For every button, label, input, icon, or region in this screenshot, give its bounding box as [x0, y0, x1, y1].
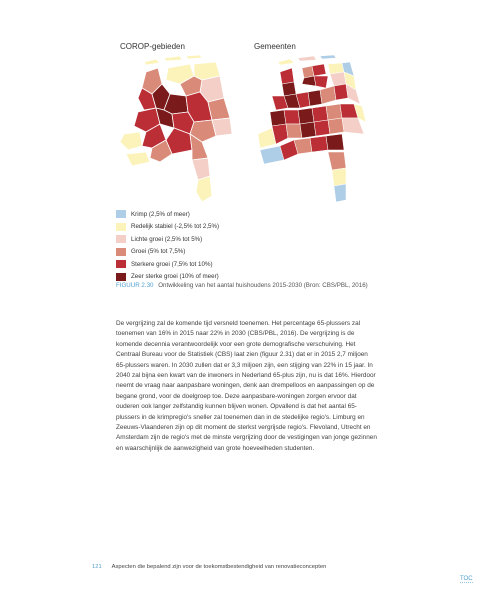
running-footer-text: Aspecten die bepalend zijn voor de toekomstbestendigheid van renovatieconcepten [111, 564, 327, 570]
page-number: 121 [92, 564, 102, 570]
legend-swatch [116, 273, 126, 281]
map-legend [116, 208, 219, 283]
map-gemeenten [250, 40, 378, 210]
legend-label: Sterkere groei (7,5% tot 10%) [131, 260, 213, 268]
legend-swatch [116, 260, 126, 268]
legend-swatch [116, 210, 126, 218]
legend-label: Groei (5% tot 7,5%) [131, 248, 186, 255]
legend-label: Redelijk stabiel (-2,5% tot 2,5%) [131, 223, 220, 230]
legend-swatch [116, 235, 126, 243]
legend-item [116, 221, 219, 233]
legend-label: Zeer sterke groei (10% of meer) [131, 273, 219, 280]
legend-item [116, 208, 219, 220]
figure-caption [116, 282, 368, 289]
legend-label: Lichte groei (2,5% tot 5%) [131, 235, 203, 243]
legend-item [116, 233, 219, 245]
figure-number: FIGUUR 2.30 [116, 282, 154, 289]
figure-caption-text: Ontwikkeling van het aantal huishoudens 2015-2030 (Bron: CBS/PBL, 2016) [158, 282, 368, 289]
paragraph-text: De vergrijzing zal de komende tijd versneld toenemen. Het percentage 65-plussers zal toenemen van 16% in 2015 naar 22% in 2030 (CBS/PBL, 2016). De vergrijzing is de komende decennia verantwoordelijk voor een grote demografische verschuiving. Het Centraal Bureau voor de Statistiek (CBS) laat zien (figuur 2.31) dat er in 2015 2,7 miljoen 65-plussers waren. In 2030 zullen dat er 3,3 miljoen zijn, een stijging van 22% in 15 jaar. In 2040 zal bijna een kwart van de inwoners in Nederland 65-plus zijn, nu is dat 16%. Hierdoor neemt de vraag naar aanpasbare woningen, denk aan drempelloos en aanpassingen op de begane grond, voor de doelgroep toe. Deze aanpasbare-woningen zorgen ervoor dat ouderen ook langer zelfstandig kunnen blijven wonen. Opvallend is dat het aantal 65-plussers in de krimpregio's sneller zal toenemen dan in de stedelijke regio's. Limburg en Zeeuws-Vlaanderen zijn op dit moment de sterkst vergrijsde regio's. Flevoland, Utrecht en Amsterdam zijn de regio's met de minste vergrijzing door de vestigingen van jonge gezinnen en waarschijnlijk de aanwezigheid van grote hoeveelheden studenten. [116, 320, 377, 452]
legend-item [116, 246, 219, 258]
netherlands-municipalities-map [250, 54, 378, 214]
legend-item [116, 258, 219, 270]
netherlands-corop-map [116, 54, 244, 214]
map-corop [116, 40, 244, 210]
page-footer [92, 564, 326, 570]
map-title-corop: COROP-gebieden [120, 42, 185, 51]
legend-item [116, 271, 219, 283]
legend-swatch [116, 223, 126, 231]
legend-swatch [116, 248, 126, 256]
legend-label: Krimp (2,5% of meer) [131, 210, 190, 218]
body-paragraph [116, 319, 378, 454]
toc-link[interactable]: TOC [460, 576, 473, 582]
map-title-gemeenten: Gemeenten [254, 42, 296, 51]
